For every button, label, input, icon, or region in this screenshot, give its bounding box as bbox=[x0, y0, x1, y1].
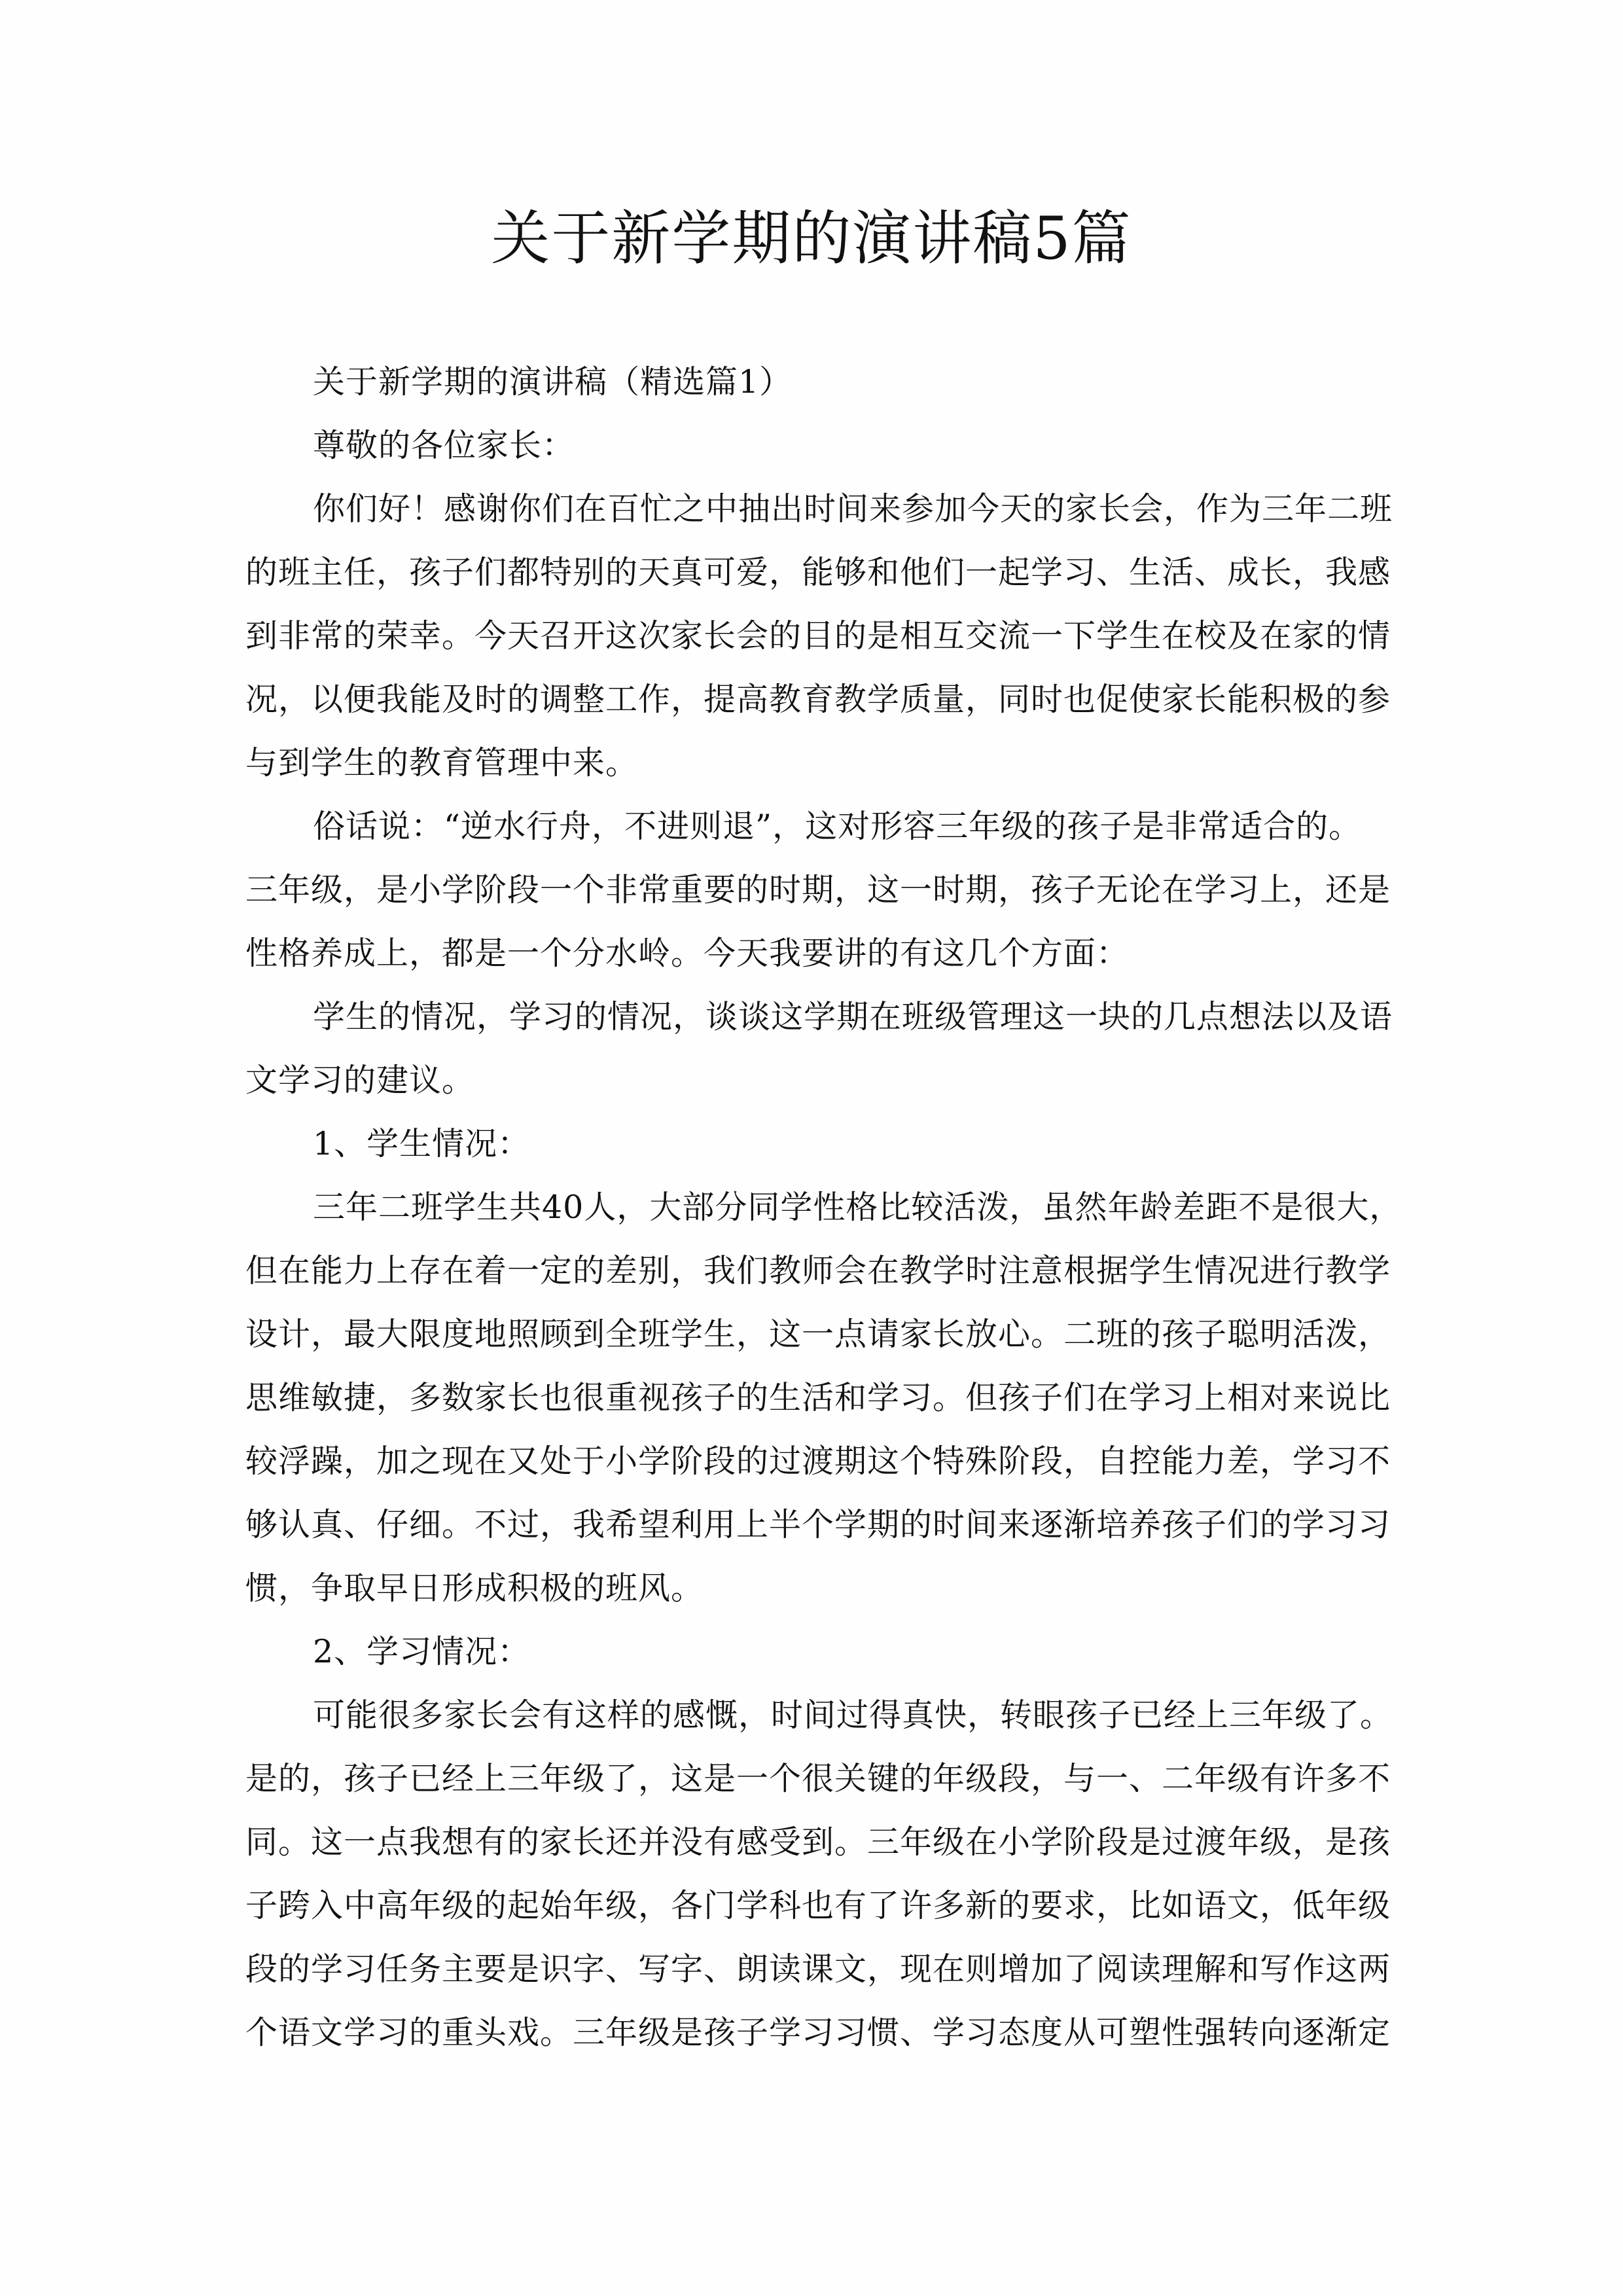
paragraph-line: 够认真、仔细。不过，我希望利用上半个学期的时间来逐渐培养孩子们的学习习 bbox=[245, 1506, 1391, 1543]
paragraph-line: 俗话说：“逆水行舟，不进则退”，这对形容三年级的孩子是非常适合的。 bbox=[313, 808, 1362, 845]
paragraph-line: 学生的情况，学习的情况，谈谈这学期在班级管理这一块的几点想法以及语 bbox=[313, 998, 1393, 1035]
paragraph-line: 但在能力上存在着一定的差别，我们教师会在教学时注意根据学生情况进行教学 bbox=[245, 1252, 1391, 1289]
paragraph-line: 思维敏捷，多数家长也很重视孩子的生活和学习。但孩子们在学习上相对来说比 bbox=[245, 1379, 1391, 1416]
paragraph-line: 到非常的荣幸。今天召开这次家长会的目的是相互交流一下学生在校及在家的情 bbox=[245, 617, 1391, 655]
paragraph-line: 子跨入中高年级的起始年级，各门学科也有了许多新的要求，比如语文，低年级 bbox=[245, 1887, 1391, 1924]
paragraph-line: 个语文学习的重头戏。三年级是孩子学习习惯、学习态度从可塑性强转向逐渐定 bbox=[245, 2014, 1391, 2051]
paragraph-line: 可能很多家长会有这样的感慨，时间过得真快，转眼孩子已经上三年级了。 bbox=[313, 1696, 1393, 1734]
subsection-heading: 2、学习情况： bbox=[313, 1633, 531, 1670]
document-title: 关于新学期的演讲稿5篇 bbox=[491, 204, 1132, 273]
salutation: 尊敬的各位家长： bbox=[313, 427, 575, 464]
paragraph-line: 是的，孩子已经上三年级了，这是一个很关键的年级段，与一、二年级有许多不 bbox=[245, 1760, 1391, 1797]
paragraph-line: 与到学生的教育管理中来。 bbox=[245, 744, 639, 781]
paragraph-line: 段的学习任务主要是识字、写字、朗读课文，现在则增加了阅读理解和写作这两 bbox=[245, 1950, 1391, 1988]
paragraph-line: 设计，最大限度地照顾到全班学生，这一点请家长放心。二班的孩子聪明活泼， bbox=[245, 1316, 1391, 1353]
paragraph-line: 的班主任，孩子们都特别的天真可爱，能够和他们一起学习、生活、成长，我感 bbox=[245, 554, 1391, 591]
subsection-heading: 1、学生情况： bbox=[313, 1125, 531, 1162]
paragraph-line: 较浮躁，加之现在又处于小学阶段的过渡期这个特殊阶段，自控能力差，学习不 bbox=[245, 1443, 1391, 1480]
paragraph-line: 况，以便我能及时的调整工作，提高教育教学质量，同时也促使家长能积极的参 bbox=[245, 681, 1391, 718]
paragraph-line: 同。这一点我想有的家长还并没有感受到。三年级在小学阶段是过渡年级，是孩 bbox=[245, 1823, 1391, 1861]
section-heading: 关于新学期的演讲稿（精选篇1） bbox=[313, 363, 793, 401]
document-body bbox=[245, 350, 1402, 2064]
paragraph-line: 三年二班学生共40人，大部分同学性格比较活泼，虽然年龄差距不是很大， bbox=[313, 1189, 1402, 1226]
paragraph-line: 性格养成上，都是一个分水岭。今天我要讲的有这几个方面： bbox=[245, 935, 1130, 972]
paragraph-line: 惯，争取早日形成积极的班风。 bbox=[245, 1570, 704, 1607]
paragraph-line: 文学习的建议。 bbox=[245, 1062, 475, 1099]
paragraph-line: 三年级，是小学阶段一个非常重要的时期，这一时期，孩子无论在学习上，还是 bbox=[245, 871, 1391, 908]
paragraph-line: 你们好！感谢你们在百忙之中抽出时间来参加今天的家长会，作为三年二班 bbox=[313, 490, 1393, 528]
